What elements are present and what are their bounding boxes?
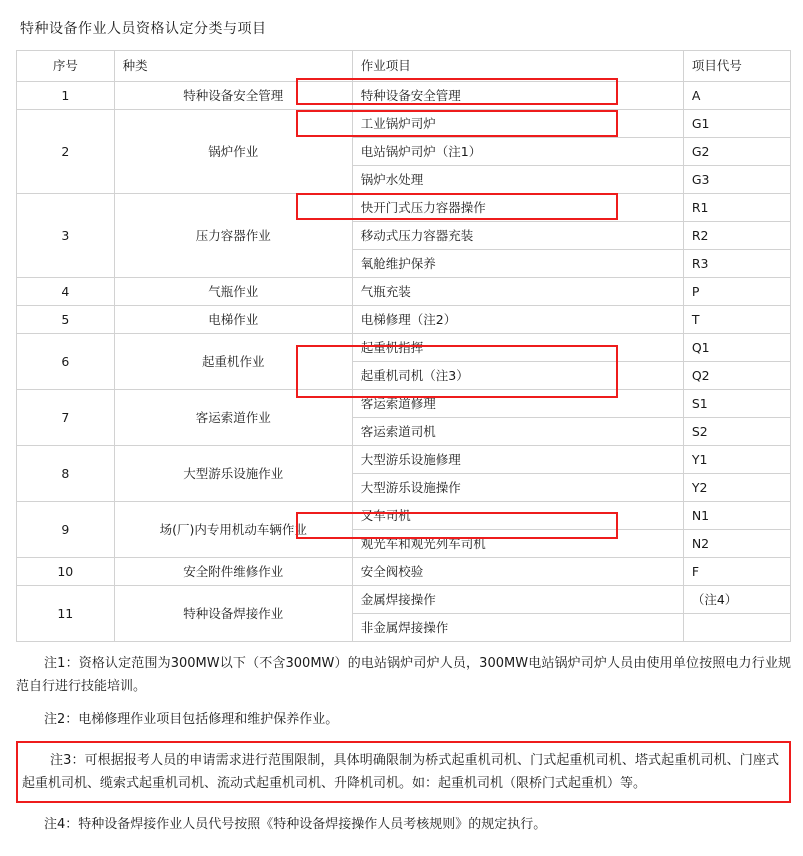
qualification-table — [16, 50, 791, 642]
cell-code — [683, 166, 790, 194]
cell-kind-text: 安全附件维修作业 — [183, 563, 284, 579]
table-row — [17, 586, 791, 614]
note-paragraph: 注1：资格认定范围为300MW以下（不含300MW）的电站锅炉司炉人员，300MW电站锅炉司炉人员由使用单位按照电力行业规范自行进行技能培训。 — [16, 656, 791, 694]
cell-item-text: 大型游乐设施操作 — [360, 479, 461, 495]
column-header-item: 作业项目 — [352, 51, 683, 82]
cell-no-text: 10 — [57, 563, 74, 579]
cell-item — [352, 334, 683, 362]
cell-code-text: R1 — [691, 199, 709, 215]
table-row — [17, 446, 791, 474]
cell-item — [352, 166, 683, 194]
cell-code — [683, 82, 790, 110]
cell-item — [352, 586, 683, 614]
cell-code — [683, 614, 790, 642]
cell-no-text: 6 — [61, 353, 70, 369]
cell-item — [352, 250, 683, 278]
cell-item-text: 安全阀校验 — [360, 563, 424, 579]
note-paragraph: 注4：特种设备焊接作业人员代号按照《特种设备焊接操作人员考核规则》的规定执行。 — [44, 817, 547, 832]
table-body — [17, 82, 791, 642]
cell-no-text: 5 — [61, 311, 70, 327]
cell-code — [683, 110, 790, 138]
note-paragraph: 注2：电梯修理作业项目包括修理和维护保养作业。 — [44, 712, 339, 727]
cell-code — [683, 138, 790, 166]
cell-item-text: 移动式压力容器充装 — [360, 227, 474, 243]
table-row — [17, 82, 791, 110]
cell-kind — [114, 558, 352, 586]
cell-item — [352, 418, 683, 446]
table-header — [17, 51, 791, 82]
cell-kind-text: 大型游乐设施作业 — [183, 465, 284, 481]
table-header-row — [17, 51, 791, 82]
table-row — [17, 194, 791, 222]
cell-code — [683, 502, 790, 530]
column-header-no: 序号 — [17, 51, 115, 82]
cell-item — [352, 194, 683, 222]
cell-kind-text: 客运索道作业 — [195, 409, 271, 425]
cell-no — [17, 446, 115, 502]
notes-section — [16, 652, 791, 836]
cell-code-text: F — [691, 563, 700, 579]
cell-code-text: Q2 — [691, 367, 710, 383]
cell-item-text: 工业锅炉司炉 — [360, 115, 436, 131]
page-title: 特种设备作业人员资格认定分类与项目 — [20, 21, 267, 37]
cell-item — [352, 558, 683, 586]
cell-item — [352, 446, 683, 474]
cell-kind — [114, 390, 352, 446]
column-header-kind: 种类 — [114, 51, 352, 82]
cell-item-text: 电梯修理（注2） — [360, 311, 457, 327]
cell-no-text: 9 — [61, 521, 70, 537]
cell-code-text: G2 — [691, 143, 710, 159]
cell-code-text: G1 — [691, 115, 710, 131]
cell-item-text: 叉车司机 — [360, 507, 411, 523]
cell-no-text: 1 — [61, 87, 70, 103]
cell-code-text: Q1 — [691, 339, 710, 355]
note-paragraph: 注3：可根据报考人员的申请需求进行范围限制，具体明确限制为桥式起重机司机、门式起重机司机、塔式起重机司机、门座式起重机司机、缆索式起重机司机、流动式起重机司机、升降机司机。如：起重机司机（限桥门式起重机）等。 — [16, 741, 791, 803]
cell-item — [352, 110, 683, 138]
cell-item-text: 金属焊接操作 — [360, 591, 436, 607]
cell-no — [17, 110, 115, 194]
table-row — [17, 334, 791, 362]
table-row — [17, 558, 791, 586]
cell-kind-text: 起重机作业 — [201, 353, 265, 369]
cell-kind — [114, 82, 352, 110]
cell-item — [352, 138, 683, 166]
cell-kind — [114, 278, 352, 306]
cell-item — [352, 530, 683, 558]
cell-code — [683, 446, 790, 474]
cell-kind — [114, 334, 352, 390]
cell-kind — [114, 502, 352, 558]
cell-code-text: A — [691, 87, 701, 103]
cell-code-text: Y2 — [691, 479, 708, 495]
cell-no-text: 4 — [61, 283, 70, 299]
table-row — [17, 390, 791, 418]
cell-no-text: 2 — [61, 143, 70, 159]
cell-kind — [114, 306, 352, 334]
cell-no-text: 8 — [61, 465, 70, 481]
cell-code — [683, 278, 790, 306]
cell-item-text: 起重机司机（注3） — [360, 367, 469, 383]
cell-item-text: 快开门式压力容器操作 — [360, 199, 486, 215]
cell-code-text: R2 — [691, 227, 709, 243]
cell-no — [17, 278, 115, 306]
cell-no-text: 7 — [61, 409, 70, 425]
cell-no — [17, 502, 115, 558]
cell-code-text: N2 — [691, 535, 710, 551]
cell-item-text: 锅炉水处理 — [360, 171, 424, 187]
cell-kind-text: 特种设备焊接作业 — [183, 605, 284, 621]
cell-no — [17, 586, 115, 642]
table-row — [17, 110, 791, 138]
cell-code-text: R3 — [691, 255, 709, 271]
cell-kind — [114, 446, 352, 502]
cell-item-text: 观光车和观光列车司机 — [360, 535, 486, 551]
cell-item — [352, 390, 683, 418]
cell-item-text: 客运索道修理 — [360, 395, 436, 411]
cell-code-text: T — [691, 311, 700, 327]
cell-code-text: G3 — [691, 171, 710, 187]
cell-code-text: S1 — [691, 395, 708, 411]
cell-code — [683, 362, 790, 390]
cell-no — [17, 390, 115, 446]
cell-code — [683, 474, 790, 502]
cell-item-text: 起重机指挥 — [360, 339, 424, 355]
cell-code — [683, 586, 790, 614]
cell-item-text: 特种设备安全管理 — [360, 87, 461, 103]
cell-item — [352, 306, 683, 334]
cell-code — [683, 250, 790, 278]
cell-item — [352, 222, 683, 250]
cell-item-text: 电站锅炉司炉（注1） — [360, 143, 482, 159]
cell-kind — [114, 194, 352, 278]
cell-code — [683, 418, 790, 446]
cell-no-text: 11 — [57, 605, 74, 621]
table-row — [17, 502, 791, 530]
cell-code-text: Y1 — [691, 451, 708, 467]
cell-item — [352, 278, 683, 306]
cell-code-text — [684, 624, 790, 632]
cell-item-text: 客运索道司机 — [360, 423, 436, 439]
cell-kind-text: 锅炉作业 — [208, 143, 259, 159]
cell-item — [352, 474, 683, 502]
cell-no-text: 3 — [61, 227, 70, 243]
cell-item-text: 氧舱维护保养 — [360, 255, 436, 271]
cell-code — [683, 306, 790, 334]
cell-no — [17, 82, 115, 110]
cell-item — [352, 362, 683, 390]
cell-code-text: N1 — [691, 507, 710, 523]
cell-code-text: S2 — [691, 423, 708, 439]
cell-item-text: 气瓶充装 — [360, 283, 411, 299]
cell-item-text: 非金属焊接操作 — [360, 619, 449, 635]
cell-kind-text: 场(厂)内专用机动车辆作业 — [159, 521, 307, 537]
cell-kind — [114, 110, 352, 194]
cell-code-text: （注4） — [691, 591, 738, 607]
cell-item — [352, 82, 683, 110]
cell-code-text: P — [691, 283, 700, 299]
cell-code — [683, 194, 790, 222]
table-row — [17, 306, 791, 334]
cell-item — [352, 502, 683, 530]
cell-no — [17, 306, 115, 334]
cell-kind — [114, 586, 352, 642]
column-header-code: 项目代号 — [683, 51, 790, 82]
cell-no — [17, 558, 115, 586]
cell-no — [17, 334, 115, 390]
cell-kind-text: 电梯作业 — [208, 311, 259, 327]
cell-code — [683, 334, 790, 362]
cell-code — [683, 390, 790, 418]
cell-item — [352, 614, 683, 642]
cell-no — [17, 194, 115, 278]
cell-kind-text: 气瓶作业 — [208, 283, 259, 299]
cell-kind-text: 压力容器作业 — [195, 227, 271, 243]
cell-code — [683, 530, 790, 558]
cell-kind-text: 特种设备安全管理 — [183, 87, 284, 103]
cell-code — [683, 222, 790, 250]
cell-code — [683, 558, 790, 586]
table-row — [17, 278, 791, 306]
cell-item-text: 大型游乐设施修理 — [360, 451, 461, 467]
